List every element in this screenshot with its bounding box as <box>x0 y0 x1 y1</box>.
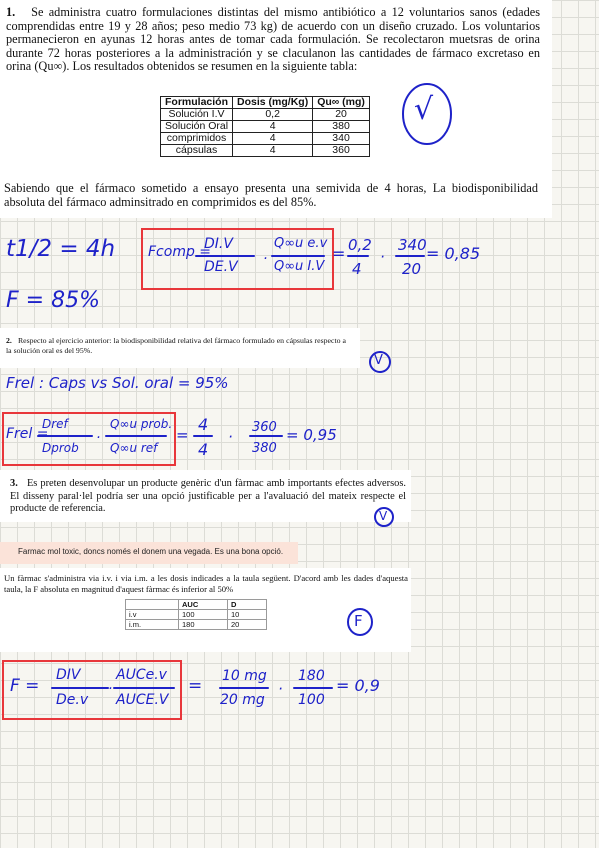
f3-dot2: · <box>278 680 283 698</box>
table-cell: cápsulas <box>161 145 233 157</box>
f3-r2-den: 100 <box>298 692 325 708</box>
problem-3-body: Es preten desenvolupar un producte genèric d'un fàrmac amb importants efectes adversos. El disseny paral·lel podría ser una opció justificable per a l'avaluació del mateix respecte el producte de referencia. <box>10 478 406 514</box>
table-cell: 100 <box>179 610 228 620</box>
f3-r2-num: 180 <box>298 668 325 684</box>
f2-dot: · <box>96 430 101 446</box>
table-cell: Solución Oral <box>161 121 233 133</box>
f1-num1: DI.V <box>204 236 233 252</box>
f3-den1: De.v <box>56 692 89 708</box>
col-header: Dosis (mg/Kg) <box>233 97 313 109</box>
table-cell: 4 <box>233 145 313 157</box>
problem-3-number: 3. <box>10 478 18 489</box>
f1-dot: · <box>263 251 268 267</box>
f1-r2-den: 20 <box>402 260 422 278</box>
problem-3-note-text: Farmac mol toxic, doncs només el donem una vegada. Es una bona opció. <box>18 547 284 556</box>
table-cell: 10 <box>228 610 267 620</box>
table-cell: 180 <box>179 620 228 630</box>
col-header: Qu∞ (mg) <box>313 97 370 109</box>
f2-r2-num: 360 <box>252 420 277 435</box>
frel-line: Frel : Caps vs Sol. oral = 95% <box>6 374 229 392</box>
table-cell: 4 <box>233 133 313 145</box>
f2-num2: Q∞u prob. <box>110 417 173 431</box>
f-percent-note: F = 85% <box>6 288 100 313</box>
table-cell: i.m. <box>126 620 179 630</box>
problem-2-body: Respecto al ejercicio anterior: la biodisponibilidad relativa del fármaco formulado en cápsulas respecto a la solución oral es del 95%. <box>6 336 346 355</box>
table-cell: 360 <box>313 145 370 157</box>
f1-dot2: · <box>380 248 385 266</box>
f3-result: = 0,9 <box>336 676 380 695</box>
table-cell: comprimidos <box>161 133 233 145</box>
f3-num1: DIV <box>56 667 81 683</box>
mark-2-v: V <box>374 353 383 368</box>
f1-r1-num: 0,2 <box>348 236 372 254</box>
f3-den2: AUCE.V <box>116 692 169 708</box>
f2-eq: = <box>176 426 189 444</box>
f1-den2: Q∞u I.V <box>274 259 325 274</box>
f3-num2: AUCe.v <box>116 667 167 683</box>
col-header: AUC <box>179 600 228 610</box>
f1-result: = 0,85 <box>426 244 481 263</box>
table-cell: 340 <box>313 133 370 145</box>
problem-1-question: Sabiendo que el fármaco sometido a ensayo presenta una semivida de 4 horas, La biodisponibilidad absoluta del fármaco adminsitrado en comprimidos es del 85%. <box>4 181 538 209</box>
f1-den1: DE.V <box>204 259 238 275</box>
f2-den1: Dprob <box>42 441 79 455</box>
problem-1-body: Se administra cuatro formulaciones distintas del mismo antibiótico a 12 voluntarios sanos (edades comprendidas entre 19 y 28 años; peso medio 73 kg) de acuerdo con un diseño cruzado. Los voluntarios permanecieron en ayunas 12 horas antes de tomar cada formulación. Se recolectaron muetsras de orina durante 72 horas posteriores a la administración y se claculanon las cantidades de fármaco excretaso en orina (Qu∞). Los resultados obtenidos se resumen en la siguiente tabla: <box>6 5 540 74</box>
table-cell: 0,2 <box>233 109 313 121</box>
f1-left: Fcomp = <box>148 244 212 260</box>
f3-r1-num: 10 mg <box>222 668 267 684</box>
f2-r1-den: 4 <box>198 440 209 459</box>
f1-r1-den: 4 <box>352 260 362 278</box>
f3-r1-den: 20 mg <box>220 692 265 708</box>
f2-left: Frel = <box>6 426 49 442</box>
f1-r2-num: 340 <box>398 236 427 254</box>
f2-result: = 0,95 <box>286 426 337 444</box>
mark-3-v: V <box>379 509 388 523</box>
f3-eq: = <box>188 676 203 696</box>
problem-4-text: Un fàrmac s'administra via i.v. i via i.m. a les dosis indicades a la taula següent. D'acord amb les dades d'aquesta taula, la F absoluta en magnitud d'aquest fàrmac és inferior al 50% <box>4 573 408 594</box>
mark-4-f: F <box>354 612 363 630</box>
f2-r1-num: 4 <box>198 415 209 434</box>
f2-r2-den: 380 <box>252 441 277 456</box>
f2-dot2: · <box>228 428 233 446</box>
table-cell: 380 <box>313 121 370 133</box>
f3-left: F = <box>10 676 40 696</box>
col-header: D <box>228 600 267 610</box>
f1-num2: Q∞u e.v <box>274 236 328 251</box>
table-cell: i.v <box>126 610 179 620</box>
problem-1-number: 1. <box>6 5 16 19</box>
table-cell: Solución I.V <box>161 109 233 121</box>
f2-den2: Q∞u ref <box>110 441 158 455</box>
problem-2-number: 2. <box>6 336 12 345</box>
table-cell: 20 <box>313 109 370 121</box>
f2-num1: Dref <box>42 417 68 431</box>
f1-eq: = <box>332 244 346 263</box>
col-header: Formulación <box>161 97 233 109</box>
table-cell: 4 <box>233 121 313 133</box>
f3-dot: · <box>108 681 113 697</box>
half-life-note: t1/2 = 4h <box>6 236 116 262</box>
mark-1-check: √ <box>414 92 434 127</box>
table-cell: 20 <box>228 620 267 630</box>
